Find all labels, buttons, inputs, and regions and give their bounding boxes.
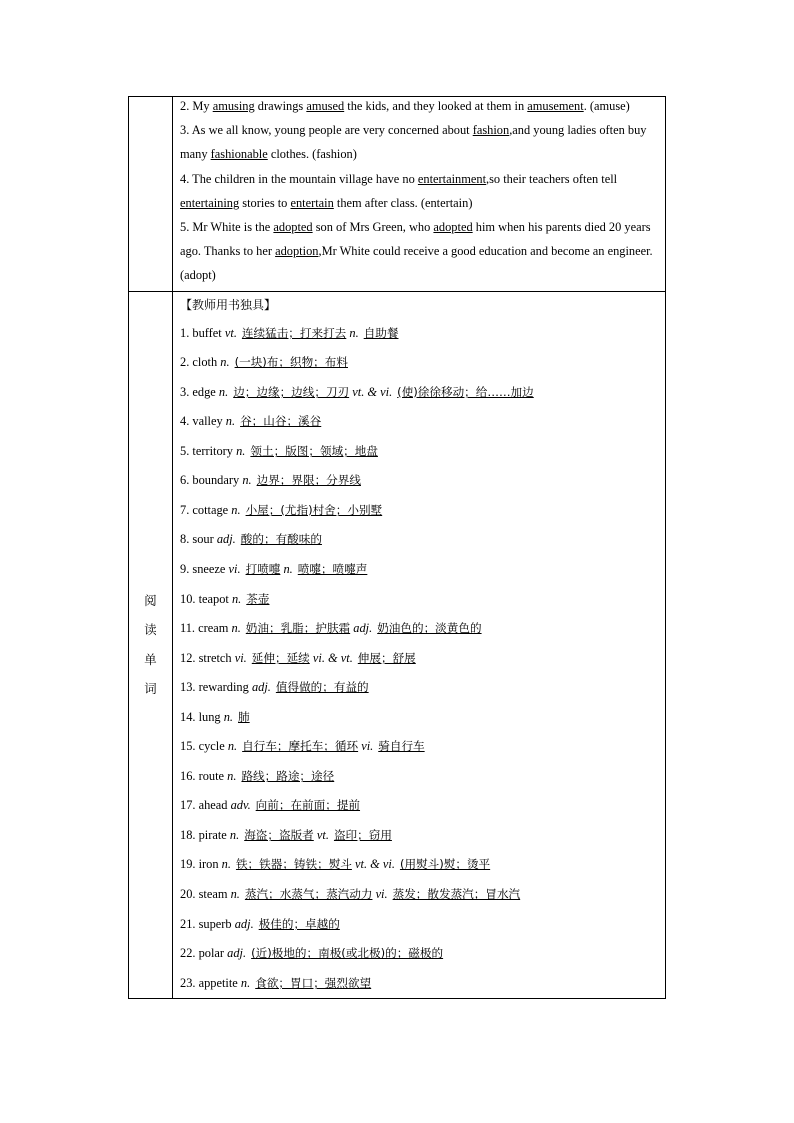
part-of-speech: n. (236, 443, 246, 458)
part-of-speech: vi. (361, 739, 374, 754)
vocab-item (180, 496, 659, 526)
part-of-speech: adj. (251, 680, 271, 695)
answer-word: amusement (527, 99, 584, 113)
vocab-word: 13. rewarding (180, 680, 249, 695)
vocab-meaning: (一块)布；织物；布料 (234, 355, 348, 370)
vocab-item (180, 850, 659, 880)
vocab-list-cell (173, 291, 666, 999)
part-of-speech: n. (242, 473, 252, 488)
section-label-char: 阅 (144, 592, 157, 608)
answer-word: entertaining (180, 195, 240, 210)
vocab-meaning: 连续猛击；打来打去 (241, 325, 347, 340)
vocab-meaning: 肺 (238, 709, 250, 724)
vocab-word: 2. cloth (180, 355, 218, 370)
vocab-item (180, 910, 659, 940)
sentence-item (180, 118, 655, 166)
part-of-speech: vi. (234, 650, 247, 665)
vocab-item (180, 437, 659, 467)
vocab-item (180, 703, 659, 733)
sentence-text: stories to (239, 195, 291, 210)
part-of-speech: n. (240, 975, 251, 990)
vocab-word: 17. ahead (180, 798, 228, 813)
answer-word: fashionable (210, 147, 268, 162)
part-of-speech: n. (231, 621, 241, 636)
vocab-item (180, 585, 659, 615)
vocab-item (180, 348, 659, 378)
vocab-word: 15. cycle (180, 739, 225, 754)
vocab-word: 20. steam (180, 887, 228, 902)
vocab-item (180, 939, 659, 969)
sentence-text: son of Mrs Green, who (312, 220, 434, 235)
vocab-meaning: 铁；铁器；铸铁；熨斗 (235, 857, 352, 872)
vocab-meaning: 自助餐 (363, 325, 399, 340)
vocabulary-table (128, 96, 666, 999)
part-of-speech: n. (283, 562, 293, 576)
sentence-item (180, 94, 655, 118)
part-of-speech: adj. (216, 532, 236, 547)
vocab-item (180, 732, 659, 762)
answer-word: entertainment (417, 171, 487, 186)
vocab-meaning: (用熨斗)熨；烫平 (399, 857, 491, 872)
sentence-text: him when his parents died 20 years ago. Thanks to her (180, 220, 651, 259)
vocab-meaning: 伸展；舒展 (357, 650, 416, 665)
vocab-word: 22. polar (180, 946, 225, 961)
part-of-speech: vt. & vi. (355, 857, 395, 872)
vocab-item (180, 644, 659, 674)
part-of-speech: n. (223, 709, 234, 724)
vocab-word: 4. valley (180, 414, 223, 429)
teacher-book-header: 【教师用书独具】 (180, 297, 277, 312)
answer-word: amused (306, 99, 345, 113)
vocab-word: 23. appetite (180, 975, 238, 990)
vocab-meaning: (使)徐徐移动；给……加边 (397, 384, 534, 399)
answer-word: adopted (433, 220, 473, 235)
vocab-meaning: 值得做的；有益的 (275, 680, 369, 695)
sentence-item (180, 215, 655, 291)
answer-word: amusing (212, 99, 255, 113)
vocab-meaning: 向前；在前面；提前 (255, 798, 361, 813)
sentence-text: ,and young ladies often buy many (180, 123, 647, 162)
part-of-speech: n. (231, 502, 241, 517)
vocab-meaning: 自行车；摩托车；循环 (242, 739, 359, 754)
vocab-item (180, 969, 659, 999)
part-of-speech: adj. (353, 621, 373, 636)
part-of-speech: vi. (228, 562, 241, 576)
sentence-text: 4. The children in the mountain village have no (180, 171, 418, 186)
section-label-char: 读 (144, 622, 157, 638)
sentence-fill-cell (173, 97, 666, 292)
vocab-item (180, 466, 659, 496)
vocab-word: 7. cottage (180, 502, 229, 517)
vocab-word: 3. edge (180, 384, 216, 399)
section-label-char: 词 (144, 681, 157, 697)
part-of-speech: n. (220, 355, 230, 370)
part-of-speech: adj. (234, 916, 254, 931)
vocab-item (180, 319, 659, 349)
part-of-speech: n. (227, 768, 237, 783)
vocab-item (180, 762, 659, 792)
vocab-meaning: 小屋；(尤指)村舍；小别墅 (245, 502, 383, 517)
sentence-text: clothes. (fashion) (267, 147, 357, 162)
vocab-meaning: 延伸；延续 (251, 650, 310, 665)
vocab-meaning: 蒸汽；水蒸气；蒸汽动力 (244, 887, 373, 902)
sentence-text: 5. Mr White is the (180, 220, 274, 235)
sentence-text: 3. As we all know, young people are very concerned about (180, 123, 473, 138)
sentence-row (129, 97, 666, 292)
vocab-word: 21. superb (180, 916, 232, 931)
vocab-item (180, 673, 659, 703)
vocab-list (180, 319, 659, 999)
part-of-speech: adv. (230, 798, 251, 813)
vocab-meaning: 极佳的；卓越的 (258, 916, 340, 931)
part-of-speech: n. (349, 325, 359, 340)
sentence-text: . (amuse) (583, 99, 630, 113)
vocab-word: 10. teapot (180, 591, 229, 606)
vocab-meaning: 食欲；胃口；强烈欲望 (255, 975, 372, 990)
part-of-speech: n. (229, 827, 240, 842)
sentence-text: ,Mr White could receive a good education and become an engineer. (adopt) (180, 244, 653, 283)
vocab-meaning: 打喷嚏 (245, 562, 281, 576)
section-label-cell (129, 291, 173, 999)
vocab-word: 9. sneeze (180, 562, 226, 576)
part-of-speech: n. (218, 384, 229, 399)
part-of-speech: vt. & vi. (352, 384, 393, 399)
answer-word: fashion (472, 123, 510, 138)
vocab-meaning: 喷嚏；喷嚏声 (297, 562, 368, 576)
part-of-speech: vi. (375, 887, 388, 902)
vocab-word: 12. stretch (180, 650, 232, 665)
vocab-meaning: 骑自行车 (378, 739, 425, 754)
part-of-speech: adj. (227, 946, 247, 961)
vocab-word: 16. route (180, 768, 225, 783)
answer-word: adoption (275, 244, 319, 259)
vocab-item (180, 821, 659, 851)
sentence-text: drawings (254, 99, 307, 113)
vocab-meaning: 路线；路途；途径 (241, 768, 335, 783)
answer-word: adopted (273, 220, 313, 235)
vocab-meaning: 谷；山谷；溪谷 (240, 414, 322, 429)
sentence-text: 2. My (180, 99, 213, 113)
vocab-meaning: 蒸发；散发蒸汽；冒水汽 (392, 887, 521, 902)
vocab-item (180, 880, 659, 910)
vocab-item (180, 555, 659, 585)
part-of-speech: vt. (316, 827, 329, 842)
vocab-word: 19. iron (180, 857, 219, 872)
vocab-meaning: 茶壶 (246, 591, 270, 606)
vocab-meaning: (近)极地的；南极(或北极)的；磁极的 (251, 946, 444, 961)
vocab-meaning: 酸的；有酸味的 (240, 532, 322, 547)
sentence-item (180, 167, 655, 215)
part-of-speech: vt. (224, 325, 237, 340)
part-of-speech: vi. & vt. (312, 650, 353, 665)
vocab-word: 14. lung (180, 709, 221, 724)
vocab-word: 8. sour (180, 532, 214, 547)
vocab-item (180, 407, 659, 437)
vocab-word: 11. cream (180, 621, 229, 636)
vocab-item (180, 378, 659, 408)
vocab-meaning: 海盗；盗版者 (244, 827, 314, 842)
part-of-speech: n. (231, 591, 242, 606)
vocab-meaning: 领土；版图；领域；地盘 (250, 443, 378, 458)
part-of-speech: n. (227, 739, 238, 754)
vocab-word: 6. boundary (180, 473, 240, 488)
sentence-text: them after class. (entertain) (333, 195, 473, 210)
part-of-speech: n. (225, 414, 236, 429)
vocab-meaning: 盗印；窃用 (333, 827, 392, 842)
part-of-speech: n. (230, 887, 240, 902)
answer-word: entertain (290, 195, 334, 210)
part-of-speech: n. (221, 857, 231, 872)
vocab-meaning: 边；边缘；边线；刀刃 (233, 384, 350, 399)
vocab-word: 18. pirate (180, 827, 227, 842)
vocab-meaning: 边界；界限；分界线 (256, 473, 361, 488)
section-label-char: 单 (144, 651, 157, 667)
vocab-item (180, 791, 659, 821)
sentence-text: ,so their teachers often tell (486, 171, 618, 186)
vocab-word: 1. buffet (180, 325, 222, 340)
vocab-item (180, 614, 659, 644)
vocab-meaning: 奶油；乳脂；护肤霜 (245, 621, 351, 636)
vocab-word: 5. territory (180, 443, 233, 458)
vocab-row (129, 291, 666, 999)
empty-label-cell (129, 97, 173, 292)
sentence-text: the kids, and they looked at them in (344, 99, 528, 113)
vocab-item (180, 525, 659, 555)
vocab-meaning: 奶油色的；淡黄色的 (377, 621, 482, 636)
